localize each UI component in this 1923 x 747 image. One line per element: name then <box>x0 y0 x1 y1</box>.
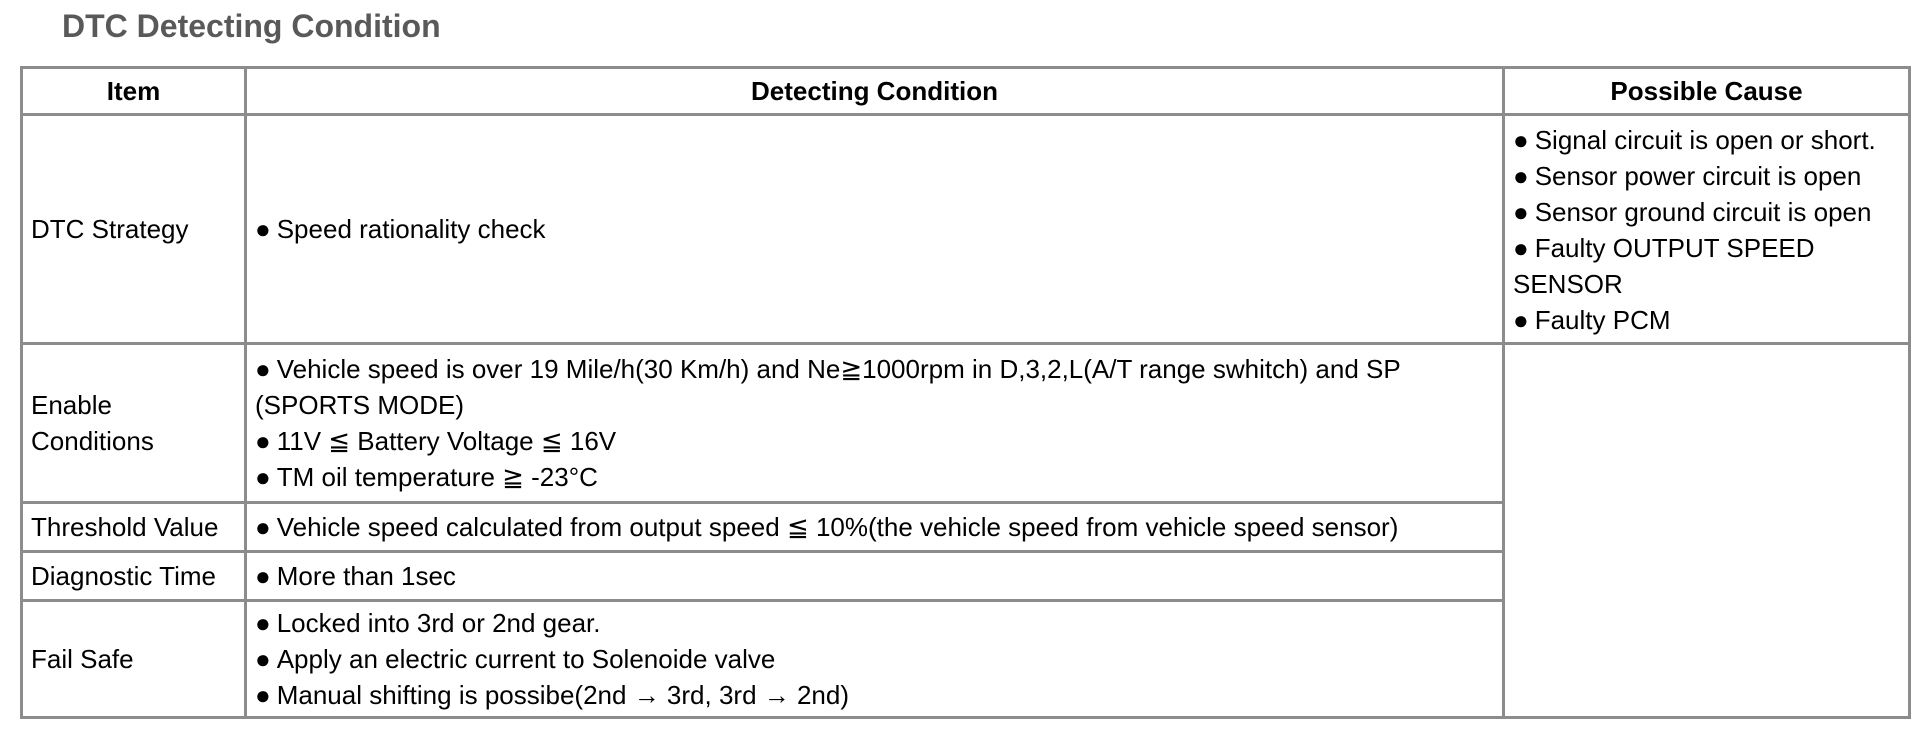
table-row-enable-conditions <box>22 344 1910 503</box>
condition-cell <box>246 601 1504 718</box>
list-item: ● More than 1sec <box>255 561 456 591</box>
list-item: ● Sensor ground circuit is open <box>1513 197 1872 227</box>
item-threshold-value: Threshold Value <box>22 503 246 552</box>
bullet-icon: ● <box>1513 305 1529 335</box>
item-enable-conditions: Enable Conditions <box>22 344 246 503</box>
list-item: ● Manual shifting is possibe(2nd → 3rd, 3rd → 2nd) <box>255 680 850 710</box>
bullet-icon: ● <box>255 680 271 710</box>
table-row-dtc-strategy <box>22 115 1910 344</box>
header-item: Item <box>22 68 246 115</box>
condition-cell <box>246 552 1504 601</box>
list-item: ● TM oil temperature ≧ -23°C <box>255 462 598 492</box>
dtc-table <box>20 66 1911 719</box>
bullet-icon: ● <box>255 462 271 492</box>
list-item: ● Vehicle speed calculated from output speed ≦ 10%(the vehicle speed from vehicle speed sensor) <box>255 512 1399 542</box>
list-item: ● Speed rationality check <box>255 214 546 244</box>
list-item: ● Faulty PCM <box>1513 305 1671 335</box>
header-detecting-condition: Detecting Condition <box>246 68 1504 115</box>
bullet-icon: ● <box>255 426 271 456</box>
condition-cell <box>246 115 1504 344</box>
bullet-icon: ● <box>1513 197 1529 227</box>
bullet-icon: ● <box>255 214 271 244</box>
list-item: ● Vehicle speed is over 19 Mile/h(30 Km/h) and Ne≧1000rpm in D,3,2,L(A/T range swhitch) and SP (SPORTS MODE) <box>255 354 1401 420</box>
bullet-icon: ● <box>1513 233 1529 263</box>
list-item: ● Sensor power circuit is open <box>1513 161 1862 191</box>
list-item: ● Signal circuit is open or short. <box>1513 125 1876 155</box>
bullet-icon: ● <box>1513 125 1529 155</box>
bullet-icon: ● <box>255 608 271 638</box>
bullet-icon: ● <box>255 512 271 542</box>
condition-cell <box>246 503 1504 552</box>
bullet-icon: ● <box>1513 161 1529 191</box>
list-item: ● Apply an electric current to Solenoide valve <box>255 644 776 674</box>
list-item: ● Locked into 3rd or 2nd gear. <box>255 608 601 638</box>
bullet-icon: ● <box>255 644 271 674</box>
bullet-icon: ● <box>255 561 271 591</box>
page-title: DTC Detecting Condition <box>62 8 441 44</box>
possible-cause-cell <box>1504 115 1910 344</box>
bullet-icon: ● <box>255 354 271 384</box>
possible-cause-empty-cell <box>1504 344 1910 718</box>
item-fail-safe: Fail Safe <box>22 601 246 718</box>
header-possible-cause: Possible Cause <box>1504 68 1910 115</box>
list-item: ● Faulty OUTPUT SPEED SENSOR <box>1513 233 1815 299</box>
condition-cell <box>246 344 1504 503</box>
list-item: ● 11V ≦ Battery Voltage ≦ 16V <box>255 426 617 456</box>
item-dtc-strategy: DTC Strategy <box>22 115 246 344</box>
item-diagnostic-time: Diagnostic Time <box>22 552 246 601</box>
header-row <box>22 68 1910 115</box>
